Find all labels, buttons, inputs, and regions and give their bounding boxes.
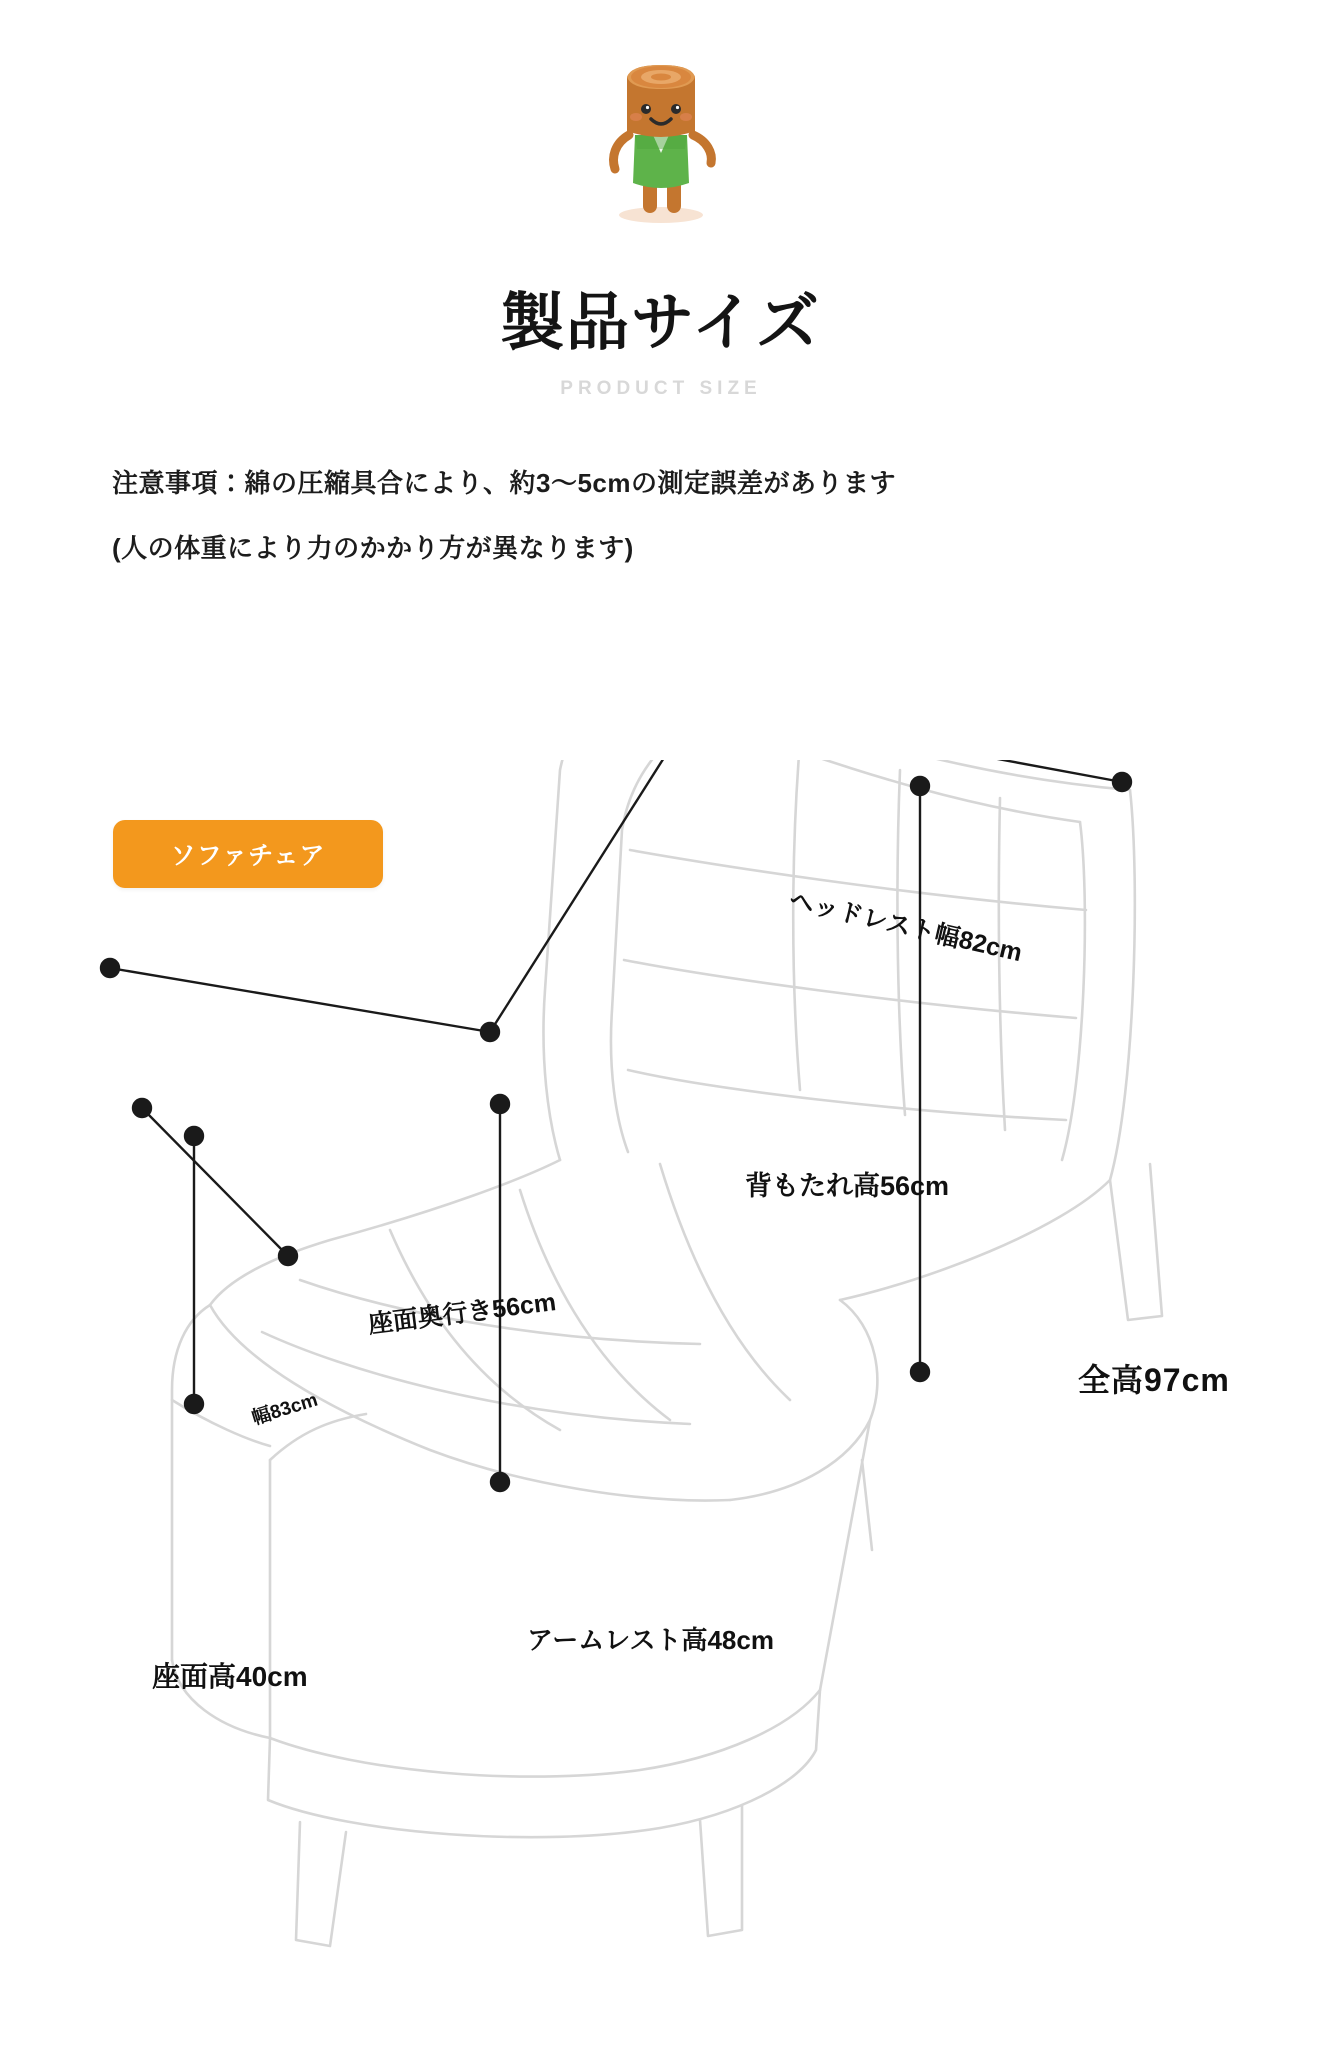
page-subtitle: PRODUCT SIZE bbox=[560, 378, 762, 399]
dim-label-total-height: 全高97cm bbox=[1078, 1362, 1230, 1398]
product-type-badge: ソファチェア bbox=[113, 820, 383, 888]
notice-line-1: 注意事項：綿の圧縮具合により、約3〜5cmの測定誤差があります bbox=[112, 468, 896, 498]
dim-label-armrest-height: アームレスト高48cm bbox=[527, 1625, 774, 1655]
mascot-illustration bbox=[0, 52, 1322, 232]
page-title: 製品サイズ bbox=[501, 288, 821, 358]
dim-label-backrest-height: 背もたれ高56cm bbox=[745, 1171, 950, 1201]
notice-block bbox=[112, 470, 1232, 601]
notice-line-2: (人の体重により力のかかり方が異なります) bbox=[112, 533, 634, 564]
dim-label-headrest-width: ヘッドレスト幅82cm bbox=[786, 886, 1025, 968]
dim-line-seat-depth bbox=[110, 968, 490, 1032]
dim-label-seat-depth: 座面奥行き56cm bbox=[366, 1288, 558, 1339]
dim-label-width: 幅83cm bbox=[249, 1389, 321, 1430]
dim-label-seat-height: 座面高40cm bbox=[152, 1661, 308, 1692]
dim-line-width bbox=[142, 1108, 288, 1256]
wood-stump-mascot-icon bbox=[591, 57, 731, 227]
size-diagram bbox=[0, 760, 1322, 1960]
dim-line-backrest-height bbox=[490, 760, 674, 1032]
